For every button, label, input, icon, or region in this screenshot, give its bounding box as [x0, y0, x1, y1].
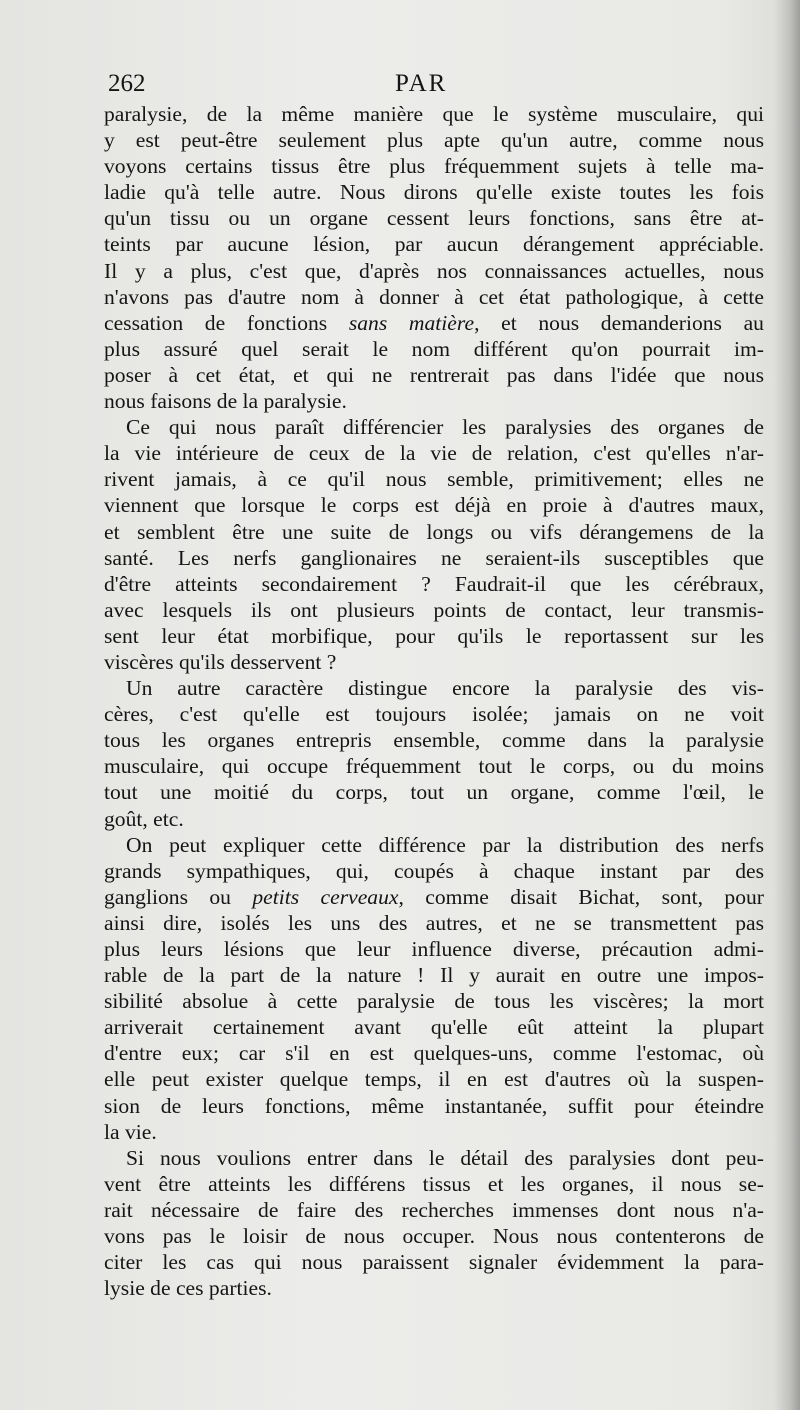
text-line: ainsi dire, isolés les uns des autres, et ne se transmettent pas — [104, 910, 764, 935]
running-head: PAR — [395, 70, 448, 97]
text-line: avec lesquels ils ont plusieurs points de contact, leur transmis- — [104, 597, 764, 622]
text-line: tout une moitié du corps, tout un organe, comme l'œil, le — [104, 780, 764, 805]
text-line: plus assuré quel serait le nom différent qu'on pourrait im- — [104, 336, 764, 361]
italic-phrase: petits cerveaux — [252, 884, 399, 909]
text-line: ganglions ou petits cerveaux, comme disait Bichat, sont, pour — [104, 884, 764, 909]
page-gutter-shadow — [774, 0, 800, 1410]
text-line: viennent que lorsque le corps est déjà en proie à d'autres maux, — [104, 493, 764, 518]
text-line: On peut expliquer cette différence par la distribution des nerfs — [126, 832, 764, 857]
text-line: rivent jamais, à ce qu'il nous semble, primitivement; elles ne — [104, 467, 764, 492]
text-line: Un autre caractère distingue encore la paralysie des vis- — [126, 676, 764, 701]
paragraph — [104, 101, 764, 414]
paragraph — [104, 675, 764, 832]
page-number: 262 — [108, 70, 146, 97]
text-line: citer les cas qui nous paraissent signaler évidemment la para- — [104, 1250, 764, 1275]
text-line: sibilité absolue à cette paralysie de tous les viscères; la mort — [104, 989, 764, 1014]
text-line: sent leur état morbifique, pour qu'ils le reportassent sur les — [104, 623, 764, 648]
text-line: la vie intérieure de ceux de la vie de relation, c'est qu'elles n'ar- — [104, 441, 764, 466]
text-line: elle peut exister quelque temps, il en est d'autres où la suspen- — [104, 1067, 764, 1092]
paragraph — [104, 1145, 764, 1302]
text-line: lysie de ces parties. — [104, 1276, 272, 1301]
text-line: nous faisons de la paralysie. — [104, 389, 347, 414]
text-line: y est peut-être seulement plus apte qu'un autre, comme nous — [104, 128, 764, 153]
text-line: plus leurs lésions que leur influence diverse, précaution admi- — [104, 937, 764, 961]
text-line: qu'un tissu ou un organe cessent leurs fonctions, sans être at- — [104, 206, 764, 231]
text-line: voyons certains tissus être plus fréquemment sujets à telle ma- — [104, 154, 764, 179]
text-line: paralysie, de la même manière que le système musculaire, qui — [104, 102, 764, 126]
text-line: la vie. — [104, 1119, 157, 1144]
text-line: cessation de fonctions sans matière, et nous demanderions au — [104, 310, 764, 335]
text-line: santé. Les nerfs ganglionaires ne seraient-ils susceptibles que — [104, 545, 764, 570]
text-line: goût, etc. — [104, 806, 184, 831]
paragraph — [104, 414, 764, 675]
text-line: musculaire, qui occupe fréquemment tout le corps, ou du moins — [104, 754, 764, 779]
text-line: Si nous voulions entrer dans le détail des paralysies dont peu- — [126, 1145, 764, 1170]
text-line: arriverait certainement avant qu'elle eût atteint la plupart — [104, 1015, 764, 1040]
text-line: d'entre eux; car s'il en est quelques-uns, comme l'estomac, où — [104, 1041, 764, 1066]
text-line: grands sympathiques, qui, coupés à chaque instant par des — [104, 858, 764, 883]
text-line: vent être atteints les différens tissus et les organes, il nous se- — [104, 1171, 764, 1196]
text-line: et semblent être une suite de longs ou vifs dérangemens de la — [104, 519, 764, 544]
text-line: vons pas le loisir de nous occuper. Nous nous contenterons de — [104, 1224, 764, 1249]
text-line: cères, c'est qu'elle est toujours isolée; jamais on ne voit — [104, 702, 764, 727]
text-line: ladie qu'à telle autre. Nous dirons qu'elle existe toutes les fois — [104, 180, 764, 205]
text-line: poser à cet état, et qui ne rentrerait pas dans l'idée que nous — [104, 362, 764, 387]
text-line: viscères qu'ils desservent ? — [104, 649, 337, 674]
text-line: rable de la part de la nature ! Il y aurait en outre une impos- — [104, 963, 764, 988]
text-line: rait nécessaire de faire des recherches immenses dont nous n'a- — [104, 1197, 764, 1222]
body-text — [104, 101, 764, 1301]
text-line: d'être atteints secondairement ? Faudrait-il que les cérébraux, — [104, 571, 764, 596]
text-line: Ce qui nous paraît différencier les paralysies des organes de — [126, 415, 764, 440]
page-header — [108, 70, 763, 104]
text-line: n'avons pas d'autre nom à donner à cet état pathologique, à cette — [104, 284, 764, 309]
text-line: Il y a plus, c'est que, d'après nos connaissances actuelles, nous — [104, 258, 764, 283]
text-line: sion de leurs fonctions, même instantanée, suffit pour éteindre — [104, 1093, 764, 1118]
text-line: tous les organes entrepris ensemble, comme dans la paralysie — [104, 728, 764, 753]
text-line: teints par aucune lésion, par aucun dérangement appréciable. — [104, 232, 764, 257]
italic-phrase: sans matière — [348, 310, 475, 335]
paragraph — [104, 832, 764, 1145]
